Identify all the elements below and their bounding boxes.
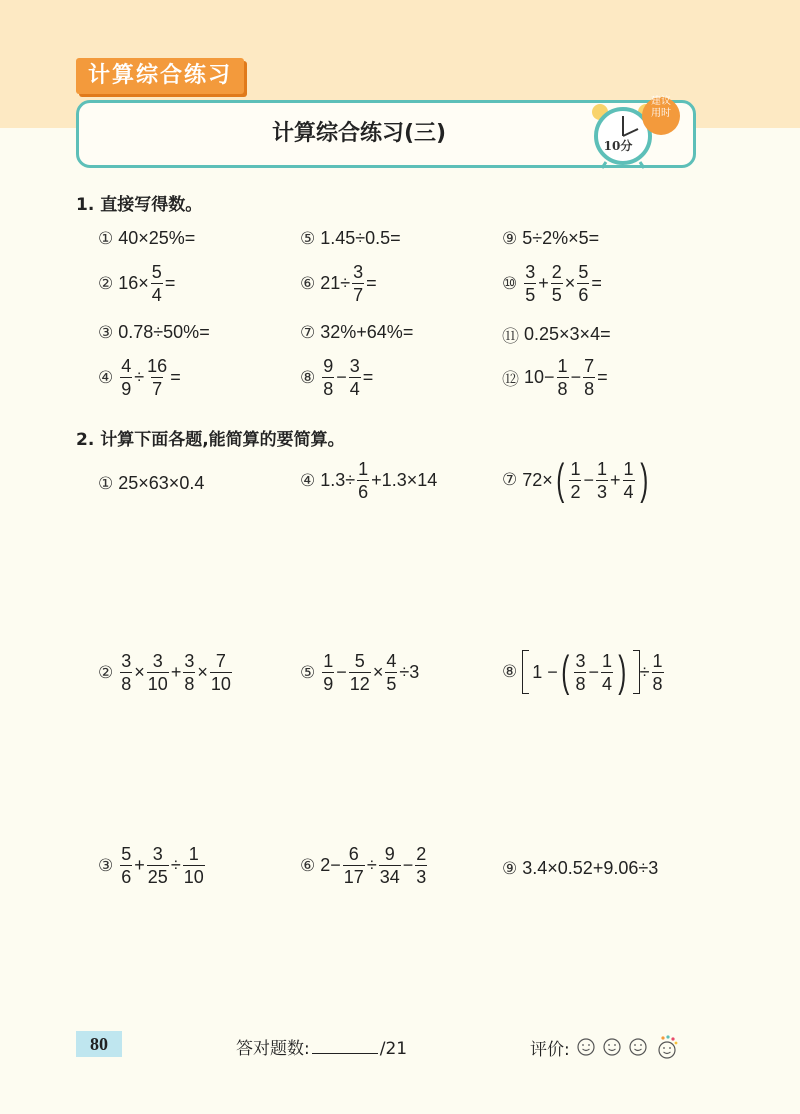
- fraction: [415, 845, 427, 886]
- problem-number: ④: [98, 367, 114, 388]
- fraction: [569, 460, 581, 501]
- denominator: 8: [121, 674, 132, 694]
- fraction: [352, 263, 364, 304]
- denominator: 34: [379, 867, 400, 887]
- fraction: [379, 845, 401, 886]
- problem-number: ⑫: [502, 370, 519, 390]
- operator: −: [402, 855, 414, 875]
- expression-part: 1 −: [532, 661, 558, 682]
- numerator: 2: [416, 844, 427, 864]
- right-bracket: [633, 650, 640, 694]
- left-paren: (: [556, 455, 565, 504]
- denominator: 8: [652, 673, 663, 694]
- denominator: 4: [623, 481, 634, 502]
- fraction: [349, 652, 371, 693]
- operator: ×: [564, 273, 576, 293]
- numerator: 1: [358, 459, 369, 479]
- badge-line-1: 建议: [651, 96, 671, 107]
- score-total: /21: [379, 1039, 408, 1059]
- fraction: [120, 357, 132, 398]
- score-line: [236, 1034, 407, 1059]
- expression-part: =: [170, 367, 181, 387]
- problem-1-1: [98, 228, 195, 249]
- expression-part: 1.3÷: [320, 470, 356, 490]
- denominator: 4: [349, 379, 360, 399]
- problem-number: ①: [98, 228, 114, 249]
- right-paren: ): [639, 455, 648, 504]
- problem-2-2: [98, 652, 234, 693]
- numerator: 3: [525, 262, 536, 282]
- fraction: [577, 263, 589, 304]
- problem-1-6: [300, 263, 377, 304]
- expression: 1.45÷0.5=: [320, 228, 401, 248]
- problem-number: ⑤: [300, 662, 316, 683]
- fraction: [147, 652, 169, 693]
- denominator: 25: [147, 867, 168, 887]
- problem-number: ⑪: [502, 327, 519, 347]
- section-2-title: 2. 计算下面各题,能简算的要简算。: [76, 430, 345, 450]
- expression-part: ÷3: [399, 662, 420, 682]
- numerator: 2: [551, 262, 562, 282]
- expression-part: 72×: [522, 469, 553, 490]
- problem-2-3: [98, 845, 207, 886]
- score-label: 答对题数:: [236, 1039, 310, 1059]
- numerator: 5: [354, 651, 365, 671]
- fraction: [151, 263, 163, 304]
- numerator: 1: [652, 650, 663, 671]
- problem-1-3: [98, 322, 210, 343]
- fraction: [183, 652, 195, 693]
- fraction: [183, 845, 205, 886]
- problem-number: ⑦: [300, 322, 316, 343]
- denominator: 2: [570, 481, 581, 502]
- denominator: 6: [358, 482, 369, 502]
- expression-part: +1.3×14: [371, 470, 438, 490]
- problem-number: ⑨: [502, 228, 518, 249]
- fraction: [343, 845, 365, 886]
- denominator: 8: [323, 379, 334, 399]
- expression: 25×63×0.4: [118, 473, 205, 493]
- fraction: [349, 357, 361, 398]
- numerator: 9: [384, 844, 395, 864]
- denominator: 10: [183, 867, 204, 887]
- operator: ×: [197, 662, 208, 682]
- smiley-face-icon[interactable]: [628, 1037, 648, 1057]
- numerator: 5: [578, 262, 589, 282]
- smiley-face-icon[interactable]: [602, 1037, 622, 1057]
- problem-number: ⑧: [502, 662, 518, 682]
- problem-1-2: [98, 263, 175, 304]
- expression-part: 10−: [524, 367, 555, 387]
- numerator: 4: [121, 356, 132, 376]
- denominator: 6: [121, 867, 132, 887]
- denominator: 5: [525, 285, 536, 305]
- expression-part: =: [164, 273, 176, 293]
- problem-number: ⑥: [300, 273, 316, 294]
- problem-1-10: [502, 263, 602, 304]
- fraction: [120, 845, 132, 886]
- numerator: 3: [121, 651, 132, 671]
- problem-number: ⑥: [300, 855, 316, 876]
- problem-1-5: [300, 228, 401, 249]
- operator: ÷: [170, 855, 181, 875]
- problem-number: ⑨: [502, 858, 518, 879]
- operator: −: [336, 662, 347, 682]
- problem-2-6: [300, 845, 429, 886]
- numerator: 1: [188, 844, 199, 864]
- problem-1-8: [300, 357, 373, 398]
- expression: 5÷2%×5=: [522, 228, 600, 248]
- fraction: [120, 652, 132, 693]
- operator: +: [170, 662, 182, 682]
- evaluation-label: 评价:: [530, 1039, 570, 1060]
- expression-part: =: [597, 367, 608, 387]
- problem-2-5: [300, 652, 419, 693]
- page-title: 计算综合练习(三): [271, 121, 447, 146]
- denominator: 17: [343, 867, 364, 887]
- operator: ÷: [639, 661, 650, 682]
- left-paren: (: [561, 647, 570, 696]
- numerator: 5: [151, 262, 162, 282]
- expression-part: =: [362, 367, 374, 387]
- problem-2-9: [502, 858, 658, 879]
- numerator: 7: [215, 651, 226, 671]
- fraction: [146, 357, 168, 398]
- fraction: [524, 263, 536, 304]
- numerator: 6: [348, 844, 359, 864]
- suggested-time-badge: [643, 96, 679, 120]
- evaluation: [530, 1034, 680, 1060]
- problem-number: ②: [98, 662, 114, 683]
- operator: −: [336, 367, 347, 387]
- problem-1-11: [502, 322, 611, 347]
- denominator: 10: [210, 674, 231, 694]
- problem-number: ③: [98, 855, 114, 876]
- fraction: [322, 652, 334, 693]
- numerator: 1: [596, 458, 607, 479]
- category-tag: 计算综合练习: [76, 58, 244, 94]
- numerator: 3: [184, 651, 195, 671]
- fraction: [596, 460, 608, 501]
- numerator: 1: [601, 650, 612, 671]
- expression: 0.78÷50%=: [118, 322, 210, 342]
- fraction: [623, 460, 635, 501]
- score-blank[interactable]: [312, 1037, 378, 1054]
- problem-number: ④: [300, 470, 316, 491]
- numerator: 3: [152, 844, 163, 864]
- denominator: 6: [578, 285, 589, 305]
- numerator: 1: [323, 651, 334, 671]
- numerator: 1: [623, 458, 634, 479]
- section-1-title: 1. 直接写得数。: [76, 195, 203, 215]
- problem-number: ③: [98, 322, 114, 343]
- denominator: 3: [416, 867, 427, 887]
- expression-part: 2−: [320, 855, 341, 875]
- denominator: 7: [152, 379, 163, 399]
- fraction: [551, 263, 563, 304]
- numerator: 5: [121, 844, 132, 864]
- right-paren: ): [618, 647, 627, 696]
- denominator: 4: [601, 673, 612, 694]
- problem-1-4: [98, 357, 181, 398]
- suggested-time: 10分: [603, 139, 633, 153]
- numerator: 16: [147, 356, 168, 376]
- problem-number: ②: [98, 273, 114, 294]
- denominator: 8: [584, 379, 595, 399]
- expression-part: 21÷: [320, 273, 351, 293]
- fraction: [583, 357, 595, 398]
- operator: −: [588, 661, 599, 682]
- problem-1-7: [300, 322, 413, 343]
- operator: ×: [134, 662, 145, 682]
- problem-number: ⑧: [300, 367, 316, 388]
- smiley-face-icon[interactable]: [576, 1037, 596, 1057]
- denominator: 9: [121, 379, 132, 399]
- operator: −: [570, 367, 582, 387]
- operator: ×: [372, 662, 384, 682]
- denominator: 3: [596, 481, 607, 502]
- fraction: [652, 652, 664, 693]
- problem-number: ⑩: [502, 273, 518, 294]
- fraction: [601, 652, 613, 693]
- denominator: 8: [575, 673, 586, 694]
- problem-1-12: [502, 357, 608, 398]
- numerator: 3: [353, 262, 364, 282]
- problem-2-8: [502, 647, 666, 696]
- problem-number: ⑦: [502, 470, 518, 490]
- numerator: 1: [570, 458, 581, 479]
- problem-number: ⑤: [300, 228, 316, 249]
- numerator: 3: [349, 356, 360, 376]
- fraction: [385, 652, 397, 693]
- fraction: [357, 460, 369, 501]
- problem-number: ①: [98, 473, 114, 494]
- denominator: 5: [386, 674, 397, 694]
- denominator: 8: [184, 674, 195, 694]
- expression: 3.4×0.52+9.06÷3: [522, 858, 659, 878]
- left-bracket: [522, 650, 529, 694]
- denominator: 4: [151, 285, 162, 305]
- denominator: 7: [353, 285, 364, 305]
- fraction: [322, 357, 334, 398]
- fraction: [557, 357, 569, 398]
- problem-2-4: [300, 460, 437, 501]
- operator: −: [583, 469, 594, 490]
- operator: +: [134, 855, 145, 875]
- fraction: [574, 652, 586, 693]
- expression-part: =: [366, 273, 377, 293]
- numerator: 3: [152, 651, 163, 671]
- denominator: 5: [551, 285, 562, 305]
- operator: ÷: [366, 855, 377, 875]
- operator: +: [538, 273, 549, 293]
- numerator: 3: [575, 650, 586, 671]
- expression-part: =: [591, 273, 602, 293]
- problem-1-9: [502, 228, 599, 249]
- numerator: 9: [323, 356, 334, 376]
- problem-2-1: [98, 473, 204, 494]
- denominator: 9: [323, 674, 334, 694]
- expression: 32%+64%=: [320, 322, 414, 342]
- numerator: 4: [386, 651, 397, 671]
- denominator: 12: [349, 674, 370, 694]
- expression: 0.25×3×4=: [524, 324, 611, 344]
- expression-part: 16×: [118, 273, 149, 293]
- badge-line-2: 用时: [651, 108, 671, 119]
- fraction: [147, 845, 169, 886]
- numerator: 1: [557, 356, 568, 376]
- denominator: 10: [147, 674, 168, 694]
- numerator: 7: [584, 356, 595, 376]
- star-face-icon[interactable]: [654, 1034, 680, 1060]
- operator: ÷: [134, 367, 145, 387]
- page-number: 80: [76, 1031, 122, 1057]
- fraction: [210, 652, 232, 693]
- problem-2-7: [502, 455, 651, 504]
- denominator: 8: [557, 379, 568, 399]
- operator: +: [610, 469, 621, 490]
- expression: 40×25%=: [118, 228, 196, 248]
